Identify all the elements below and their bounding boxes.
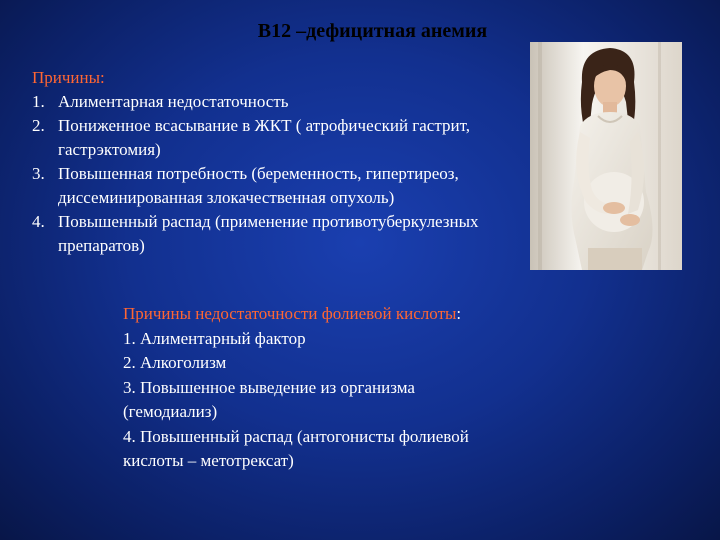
folic-acid-heading: [123, 302, 503, 327]
folic-acid-heading-text: Причины недостаточности фолиевой кислоты: [123, 304, 457, 323]
list-item: 3. Повышенное выведение из организма (гемодиализ): [123, 377, 415, 421]
list-item: 2. Алкоголизм: [123, 353, 227, 372]
causes-list: [32, 90, 522, 258]
slide-title: B12 –дефицитная анемия: [257, 20, 488, 42]
folic-acid-heading-colon: :: [456, 304, 462, 323]
list-item-number: 4.: [32, 212, 45, 231]
list-item-number: 1.: [32, 92, 45, 111]
list-item: [32, 210, 522, 258]
folic-acid-section: [123, 302, 503, 474]
list-item-text: Повышенная потребность (беременность, гипертиреоз, диссеминированная злокачественная опухоль): [58, 164, 459, 207]
list-item-text: Повышенный распад (применение противотуберкулезных препаратов): [58, 212, 479, 255]
pregnant-woman-photo: [530, 42, 682, 270]
list-item: [32, 162, 522, 210]
list-item: [32, 90, 522, 114]
pregnant-woman-illustration: [530, 42, 682, 270]
list-item-number: 2.: [32, 116, 45, 135]
list-item: [32, 114, 522, 162]
list-item: 4. Повышенный распад (антогонисты фолиевой кислоты – метотрексат): [123, 426, 469, 470]
list-item-number: 3.: [32, 164, 45, 183]
causes-heading: Причины:: [32, 68, 105, 87]
list-item: 1. Алиментарный фактор: [123, 328, 306, 348]
list-item-text: Алиментарная недостаточность: [58, 92, 289, 111]
causes-section: [32, 66, 522, 258]
list-item-text: Пониженное всасывание в ЖКТ ( атрофический гастрит, гастрэктомия): [58, 116, 470, 159]
